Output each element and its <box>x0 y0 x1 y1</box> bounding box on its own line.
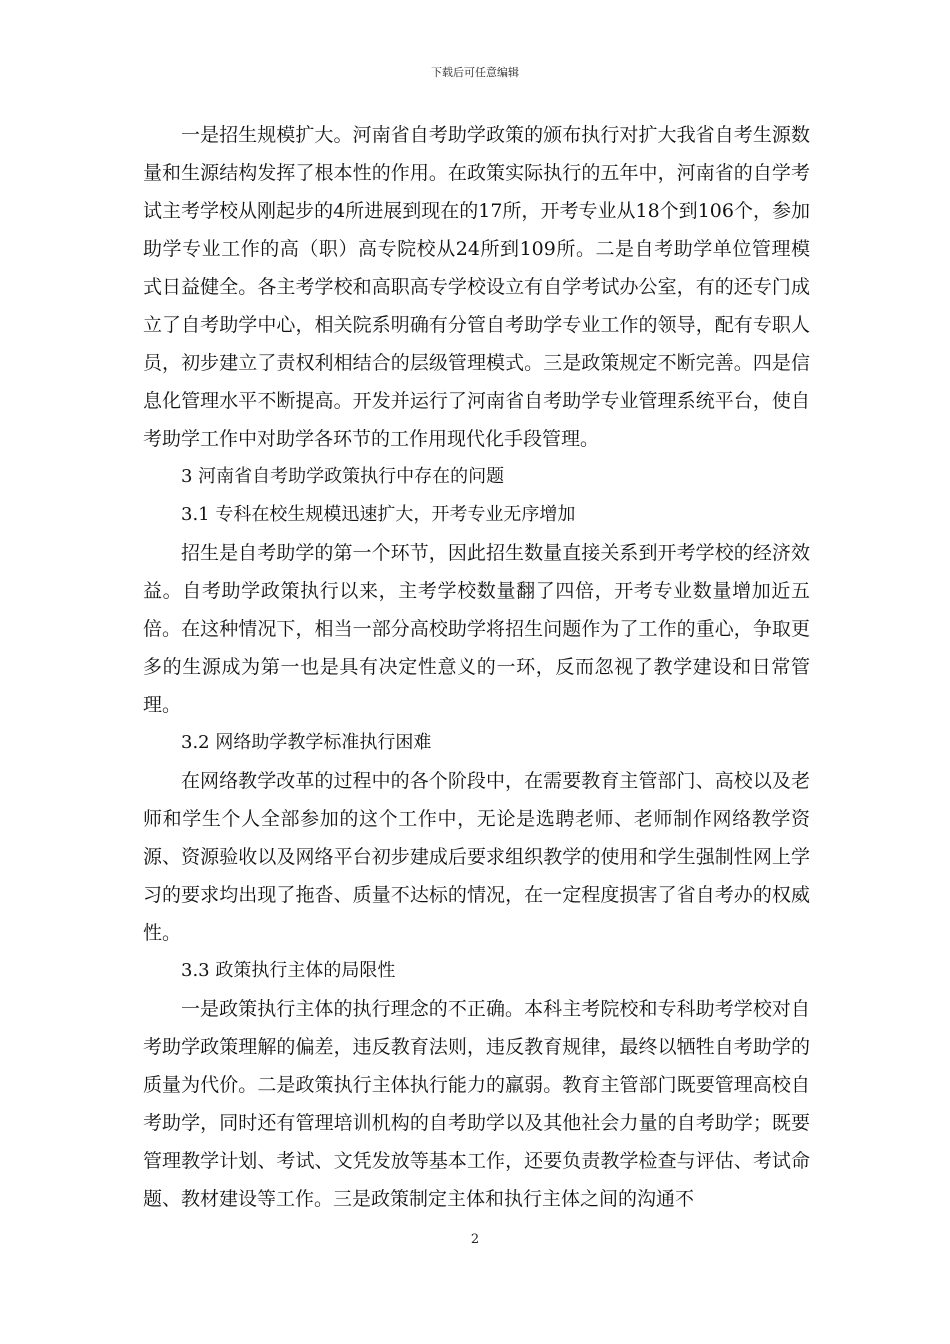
subsection-heading: 3.1 专科在校生规模迅速扩大，开考专业无序增加 <box>181 504 576 525</box>
subsection-heading: 3.3 政策执行主体的局限性 <box>181 960 396 981</box>
section-heading: 3 河南省自考助学政策执行中存在的问题 <box>181 466 505 487</box>
paragraph: 招生是自考助学的第一个环节，因此招生数量直接关系到开考学校的经济效益。自考助学政策执行以来，主考学校数量翻了四倍，开考专业数量增加近五倍。在这种情况下，相当一部分高校助学将招生问题作为了工作的重心，争取更多的生源成为第一也是具有决定性意义的一环，反而忽视了教学建设和日常管理。 <box>143 542 810 716</box>
subsection-heading: 3.2 网络助学教学标准执行困难 <box>181 732 432 753</box>
paragraph: 一是招生规模扩大。河南省自考助学政策的颁布执行对扩大我省自考生源数量和生源结构发挥了根本性的作用。在政策实际执行的五年中，河南省的自学考试主考学校从刚起步的4所进展到现在的17所，开考专业从18个到106个，参加助学专业工作的高（职）高专院校从24所到109所。二是自考助学单位管理模式日益健全。各主考学校和高职高专学校设立有自学考试办公室，有的还专门成立了自考助学中心，相关院系明确有分管自考助学专业工作的领导，配有专职人员，初步建立了责权利相结合的层级管理模式。三是政策规定不断完善。四是信息化管理水平不断提高。开发并运行了河南省自考助学专业管理系统平台，使自考助学工作中对助学各环节的工作用现代化手段管理。 <box>143 124 810 450</box>
document-body <box>143 116 810 1218</box>
page-header: 下载后可任意编辑 <box>431 66 519 79</box>
paragraph: 一是政策执行主体的执行理念的不正确。本科主考院校和专科助考学校对自考助学政策理解的偏差，违反教育法则，违反教育规律，最终以牺牲自考助学的质量为代价。二是政策执行主体执行能力的羸弱。教育主管部门既要管理高校自考助学，同时还有管理培训机构的自考助学以及其他社会力量的自考助学；既要管理教学计划、考试、文凭发放等基本工作，还要负责教学检查与评估、考试命题、教材建设等工作。三是政策制定主体和执行主体之间的沟通不 <box>143 998 810 1210</box>
paragraph: 在网络教学改革的过程中的各个阶段中，在需要教育主管部门、高校以及老师和学生个人全部参加的这个工作中，无论是选聘老师、老师制作网络教学资源、资源验收以及网络平台初步建成后要求组织教学的使用和学生强制性网上学习的要求均出现了拖沓、质量不达标的情况，在一定程度损害了省自考办的权威性。 <box>143 770 810 944</box>
page-number: 2 <box>470 1232 480 1247</box>
